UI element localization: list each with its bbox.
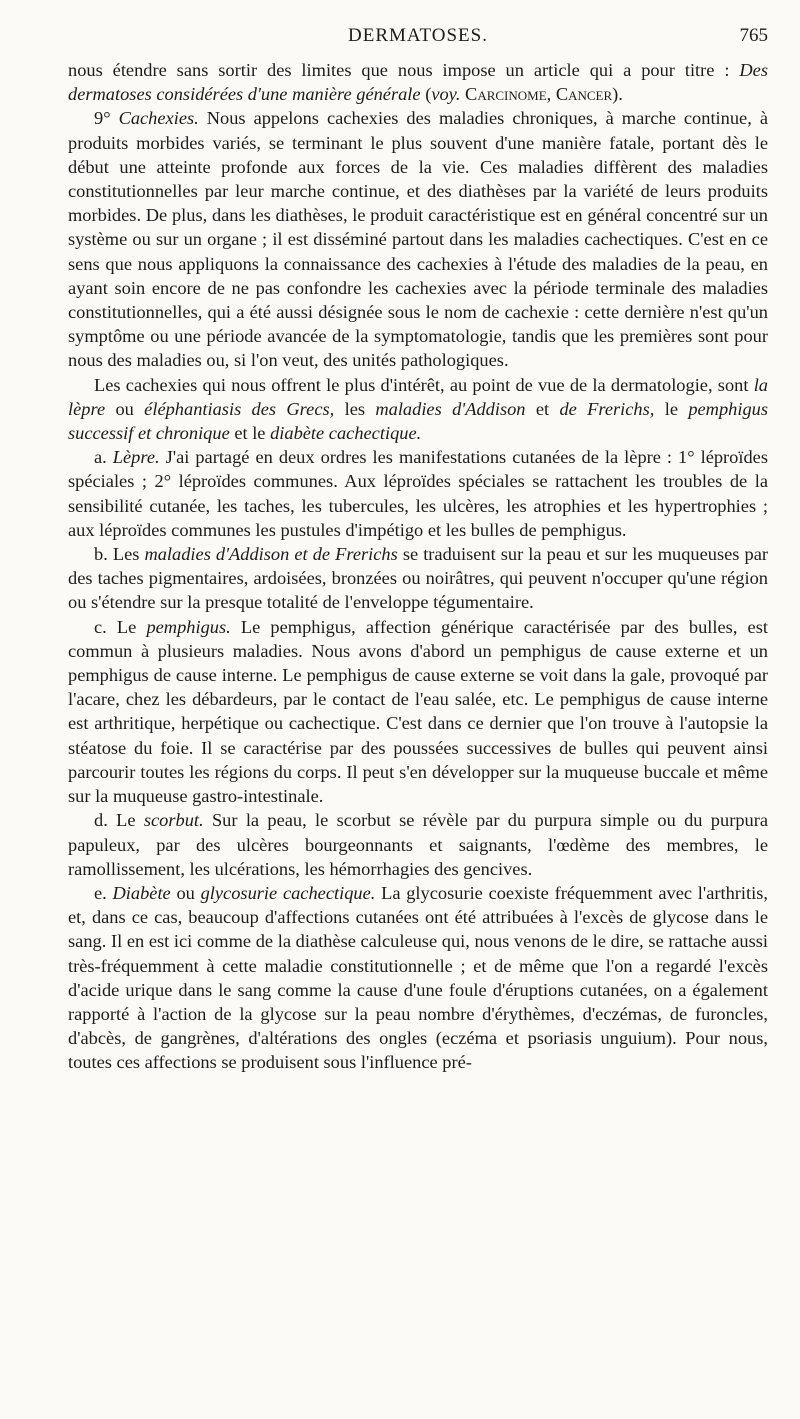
page-number: 765 — [739, 25, 768, 46]
paragraph-cachexies: 9° Cachexies. Nous appelons cachexies des maladies chroniques, à marche continue, à produits morbides variés, se terminant le plus souvent d'une manière fatale, portant dès le début une atteinte profonde aux forces de la vie. Ces maladies diffèrent des maladies constitutionnelles par leur marche continue, et des diathèses par la variété de leurs produits morbides. De plus, dans les diathèses, le produit caractéristique est en général concentré sur un système ou sur un organe ; il est disséminé partout dans les maladies cachectiques. C'est en ce sens que nous appliquons la connaissance des cachexies à l'étude des maladies de la peau, en ayant soin encore de ne pas confondre les cachexies avec la période terminale des maladies constitutionnelles, qui a été aussi désignée sous le nom de cachexie : cette dernière n'est qu'un symptôme ou une période avancée de la symptomatologie, tandis que les premières sont pour nous des maladies ou, si l'on veut, des unités pathologiques. — [68, 108, 768, 371]
paragraph-addison-frerichs: b. Les maladies d'Addison et de Frerichs se traduisent sur la peau et sur les muqueuses par des taches pigmentaires, ardoisées, bronzées ou noirâtres, qui peuvent n'occuper qu'une région ou s'étendre sur la presque totalité de l'enveloppe tégumentaire. — [68, 544, 768, 613]
paragraph-lepre: a. Lèpre. J'ai partagé en deux ordres les manifestations cutanées de la lèpre : 1° léproïdes spéciales ; 2° léproïdes communes. Aux léproïdes spéciales se rattachent les troubles de la sensibilité cutanée, les taches, les tubercules, les ulcères, les atrophies et les hypertrophies ; aux léproïdes communes les pustules d'impétigo et les bulles de pemphigus. — [68, 447, 769, 540]
page — [68, 24, 768, 1075]
paragraph-cachexies-list: Les cachexies qui nous offrent le plus d'intérêt, au point de vue de la dermatologie, sont la lèpre ou éléphantiasis des Grecs, les maladies d'Addison et de Frerichs, le pemphigus successif et chronique et le diabète cachectique. — [68, 374, 769, 444]
paragraph-pemphigus: c. Le pemphigus. Le pemphigus, affection générique caractérisée par des bulles, est commun à plusieurs maladies. Nous avons d'abord un pemphigus de cause externe et un pemphigus de cause interne. Le pemphigus de cause externe se voit dans la gale, provoqué par l'acare, chez les débardeurs, par le contact de l'eau salée, etc. Le pemphigus de cause interne est arthritique, herpétique ou cachectique. C'est dans ce dernier que l'on trouve à l'autopsie la stéatose du foie. Il se caractérise par des poussées successives de bulles qui peuvent ainsi parcourir toutes les régions du corps. Il peut s'en développer sur la muqueuse buccale et même sur la muqueuse gastro-intestinale. — [68, 616, 768, 807]
paragraph-continuation: nous étendre sans sortir des limites que nous impose un article qui a pour titre : Des dermatoses considérées d'une manière générale (voy. Carcinome, Cancer). — [68, 60, 768, 105]
page-header — [68, 24, 768, 48]
body-text — [68, 58, 768, 1075]
running-head: DERMATOSES. — [348, 25, 488, 46]
paragraph-diabete: e. Diabète ou glycosurie cachectique. La glycosurie coexiste fréquemment avec l'arthritis, et, dans ce cas, beaucoup d'affections cutanées ont été attribuées à l'excès de glycose dans le sang. Il en est ici comme de la diathèse calculeuse qui, nous venons de le dire, se rattache aussi très-fréquemment à cette maladie constitutionnelle ; et de même que l'on a regardé l'excès d'acide urique dans le sang comme la cause d'une foule d'éruptions cutanées, on a également rapporté à l'action de la glycose sur la peau nombre d'érythèmes, d'eczémas, de furoncles, d'abcès, de gangrènes, d'altérations des ongles (eczéma et psoriasis unguium). Pour nous, toutes ces affections se produisent sous l'influence pré- — [68, 882, 768, 1073]
paragraph-scorbut: d. Le scorbut. Sur la peau, le scorbut se révèle par du purpura simple ou du purpura papuleux, par des ulcères bourgeonnants et saignants, l'œdème des membres, le ramollissement, les ulcérations, les hémorrhagies des gencives. — [68, 810, 768, 879]
